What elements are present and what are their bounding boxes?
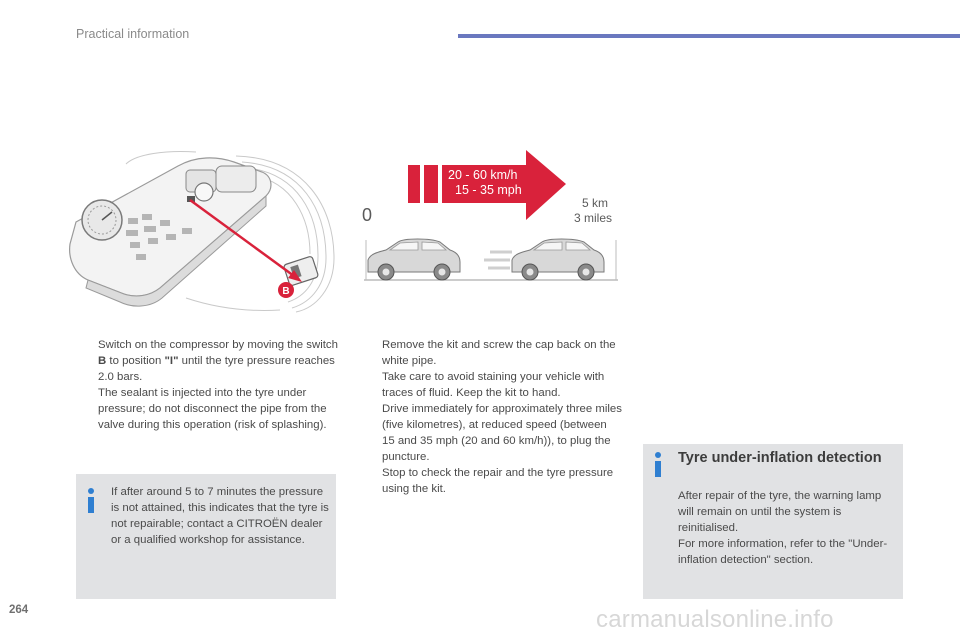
info-text <box>678 488 896 568</box>
distance-label <box>574 196 612 226</box>
instruction-text: Remove the kit and screw the cap back on the white pipe. <box>382 339 616 367</box>
speed-mph: 15 - 35 mph <box>455 183 522 197</box>
instruction-text-part: to position <box>106 355 165 367</box>
info-paragraph: For more information, refer to the "Under-inflation detection" section. <box>678 538 888 566</box>
car-stationary-icon <box>368 239 460 280</box>
car-moving-icon <box>512 239 604 280</box>
info-paragraph: After repair of the tyre, the warning lamp will remain on until the system is reinitialised. <box>678 490 882 534</box>
info-text: If after around 5 to 7 minutes the pressure is not attained, this indicates that the tyre is not repairable; contact a CITROËN dealer or a qualified workshop for assistance. <box>111 486 329 546</box>
driving-instructions <box>360 337 622 497</box>
instruction-text-part: Switch on the compressor by moving the switch <box>98 339 338 351</box>
compressor-illustration <box>66 148 338 314</box>
instruction-note: Take care to avoid staining your vehicle with traces of fluid. Keep the kit to hand. <box>382 371 605 399</box>
info-box-under-inflation <box>643 444 903 599</box>
instruction-note: The sealant is injected into the tyre under pressure; do not disconnect the pipe from the valve during this operation (risk of splashing). <box>98 387 327 431</box>
start-distance-label: 0 <box>362 205 373 225</box>
instruction-text: Stop to check the repair and the tyre pressure using the kit. <box>382 467 614 495</box>
instruction-item <box>360 465 622 497</box>
instruction-text-part: until the tyre pressure reaches 2.0 bars. <box>98 355 335 383</box>
section-title: Practical information <box>76 27 190 41</box>
switch-b-marker: B <box>282 286 290 297</box>
header-accent-bar <box>458 34 960 38</box>
instruction-text: Drive immediately for approximately three miles (five kilometres), at reduced speed (between 15 and 35 mph (20 and 60 km/h)), to plug the puncture. <box>382 403 622 463</box>
instruction-item <box>360 337 622 401</box>
info-title: Tyre under-inflation detection <box>678 450 882 466</box>
speed-kmh: 20 - 60 km/h <box>448 168 518 182</box>
info-box-not-repairable <box>76 474 336 599</box>
switch-reference: B <box>98 355 107 367</box>
distance-miles: 3 miles <box>574 211 613 225</box>
instruction-item <box>360 401 622 465</box>
instruction-text <box>98 337 338 385</box>
distance-km: 5 km <box>582 196 609 210</box>
page-number: 264 <box>9 604 29 616</box>
switch-position: "I" <box>164 355 179 367</box>
info-icon <box>653 452 663 478</box>
watermark: carmanualsonline.info <box>596 606 834 633</box>
speed-range-label <box>442 165 526 203</box>
compressor-instructions <box>76 337 338 433</box>
instruction-item <box>76 337 338 433</box>
info-icon <box>86 488 96 514</box>
